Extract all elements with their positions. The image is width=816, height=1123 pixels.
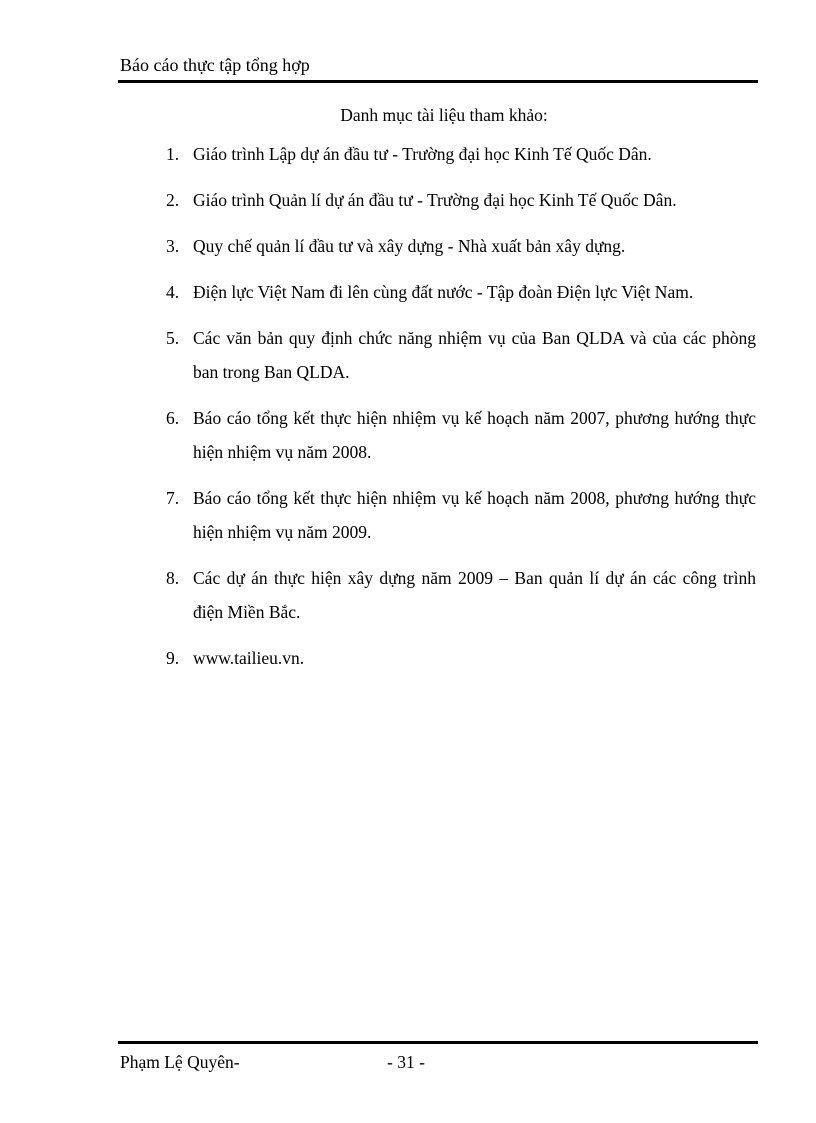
reference-text: Các dự án thực hiện xây dựng năm 2009 – Ban quản lí dự án các công trình điện Miền Bắc. — [193, 568, 756, 622]
reference-item — [160, 321, 756, 389]
reference-item — [160, 229, 756, 263]
footer-author: Phạm Lệ Quyên- — [120, 1052, 240, 1072]
reference-item — [160, 275, 756, 309]
reference-number: 3. — [166, 236, 180, 256]
reference-item — [160, 641, 756, 675]
reference-number: 9. — [166, 648, 180, 668]
reference-item — [160, 561, 756, 629]
reference-text: Giáo trình Lập dự án đầu tư - Trường đại học Kinh Tế Quốc Dân. — [193, 144, 652, 164]
reference-text: Báo cáo tổng kết thực hiện nhiệm vụ kế hoạch năm 2007, phương hướng thực hiện nhiệm vụ năm 2008. — [193, 408, 756, 462]
reference-number: 5. — [166, 328, 180, 348]
reference-number: 8. — [166, 568, 180, 588]
reference-text: www.tailieu.vn. — [193, 648, 305, 668]
footer-page-number: - 31 - — [387, 1052, 425, 1072]
reference-list — [160, 137, 756, 687]
reference-item — [160, 137, 756, 171]
footer-divider — [118, 1041, 758, 1044]
header-divider — [118, 80, 758, 83]
reference-text: Quy chế quản lí đầu tư và xây dựng - Nhà xuất bản xây dựng. — [193, 236, 626, 256]
reference-number: 6. — [166, 408, 180, 428]
reference-item — [160, 481, 756, 549]
reference-item — [160, 183, 756, 217]
reference-text: Điện lực Việt Nam đi lên cùng đất nước - Tập đoàn Điện lực Việt Nam. — [193, 282, 694, 302]
reference-text: Giáo trình Quản lí dự án đầu tư - Trường đại học Kinh Tế Quốc Dân. — [193, 190, 677, 210]
reference-item — [160, 401, 756, 469]
reference-text: Báo cáo tổng kết thực hiện nhiệm vụ kế hoạch năm 2008, phương hướng thực hiện nhiệm vụ năm 2009. — [193, 488, 756, 542]
reference-text: Các văn bản quy định chức năng nhiệm vụ của Ban QLDA và của các phòng ban trong Ban QLDA. — [193, 328, 756, 382]
reference-number: 1. — [166, 144, 180, 164]
reference-number: 2. — [166, 190, 180, 210]
references-heading: Danh mục tài liệu tham khảo: — [340, 105, 548, 125]
page-header-title: Báo cáo thực tập tổng hợp — [120, 55, 310, 75]
reference-number: 7. — [166, 488, 180, 508]
reference-number: 4. — [166, 282, 180, 302]
